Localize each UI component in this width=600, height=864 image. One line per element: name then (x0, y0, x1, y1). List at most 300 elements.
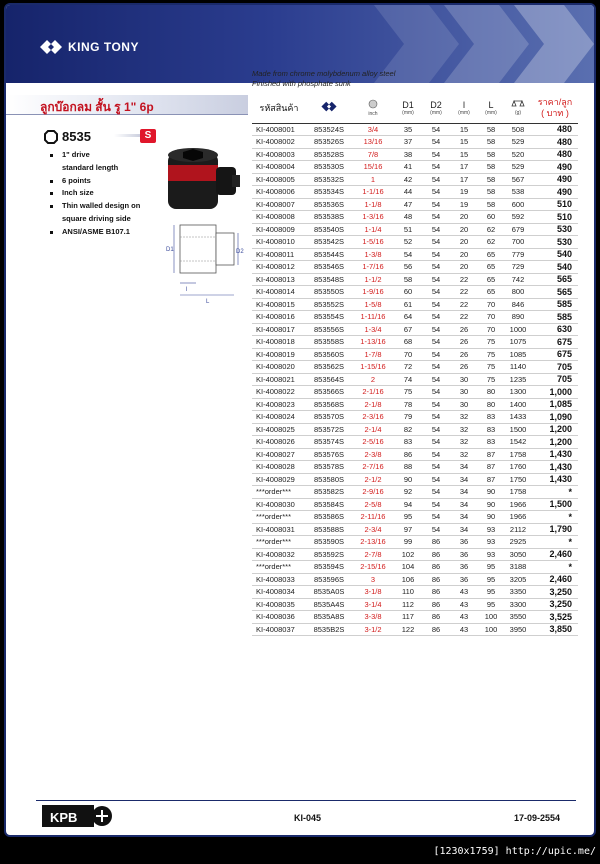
cell-inch: 1-15/16 (352, 361, 394, 374)
cell-inch: 1-11/16 (352, 311, 394, 324)
cell-part: 853570S (306, 411, 352, 424)
cell-weight: 538 (504, 186, 532, 199)
cell-code: KI-4008009 (252, 223, 306, 236)
cell-code: KI-4008016 (252, 311, 306, 324)
cell-l-small: 20 (450, 261, 478, 274)
cell-d2: 54 (422, 336, 450, 349)
cell-l-small: 36 (450, 573, 478, 586)
cell-l-small: 15 (450, 148, 478, 161)
cell-price: 490 (532, 186, 578, 199)
cell-inch: 3-3/8 (352, 611, 394, 624)
cell-weight: 1966 (504, 498, 532, 511)
cell-code: KI-4008004 (252, 161, 306, 174)
table-row (252, 598, 578, 611)
cell-part: 8535A4S (306, 598, 352, 611)
cell-weight: 1433 (504, 411, 532, 424)
cell-part: 853558S (306, 336, 352, 349)
cell-inch: 2-5/8 (352, 498, 394, 511)
table-row (252, 261, 578, 274)
feature-item: 1" drive (50, 149, 170, 162)
table-row (252, 573, 578, 586)
cell-part: 853540S (306, 223, 352, 236)
table-row (252, 611, 578, 624)
cell-weight: 567 (504, 173, 532, 186)
feature-item: 6 points (50, 175, 170, 188)
cell-d1: 88 (394, 461, 422, 474)
cell-inch: 2-7/8 (352, 548, 394, 561)
watermark-text: [1230x1759] http://upic.me/ (433, 846, 596, 857)
cell-price: 1,430 (532, 461, 578, 474)
col-header-l-small: l (mm) (450, 93, 478, 123)
cell-price: * (532, 536, 578, 549)
cell-l-small: 43 (450, 598, 478, 611)
cell-inch: 1-3/8 (352, 248, 394, 261)
cell-d2: 54 (422, 523, 450, 536)
cell-l: 90 (478, 498, 504, 511)
table-row (252, 148, 578, 161)
cell-price: 2,460 (532, 573, 578, 586)
feature-list (50, 149, 170, 239)
cell-d2: 54 (422, 436, 450, 449)
cell-l-small: 22 (450, 286, 478, 299)
cell-part: 8535A8S (306, 611, 352, 624)
cell-weight: 890 (504, 311, 532, 324)
cell-code: KI-4008030 (252, 498, 306, 511)
table-row (252, 586, 578, 599)
table-row (252, 323, 578, 336)
cell-d2: 54 (422, 498, 450, 511)
cell-d1: 94 (394, 498, 422, 511)
cell-d1: 82 (394, 423, 422, 436)
size-circle-icon (368, 99, 378, 109)
cell-l: 58 (478, 161, 504, 174)
cell-inch: 2-3/16 (352, 411, 394, 424)
table-row (252, 623, 578, 636)
cell-part: 853524S (306, 123, 352, 136)
cell-inch: 2-11/16 (352, 511, 394, 524)
cell-weight: 1300 (504, 386, 532, 399)
cell-price: 1,090 (532, 411, 578, 424)
cell-l-small: 17 (450, 161, 478, 174)
cell-part: 853574S (306, 436, 352, 449)
cell-price: 630 (532, 323, 578, 336)
cell-inch: 3-1/2 (352, 623, 394, 636)
cell-l-small: 22 (450, 311, 478, 324)
cell-l-small: 30 (450, 398, 478, 411)
cell-l: 58 (478, 173, 504, 186)
cell-part: 853594S (306, 561, 352, 574)
cell-price: 540 (532, 248, 578, 261)
model-divider (114, 134, 142, 137)
cell-l: 80 (478, 386, 504, 399)
cell-d2: 54 (422, 161, 450, 174)
cell-code: KI-4008032 (252, 548, 306, 561)
cell-part: 853582S (306, 486, 352, 499)
cell-l-small: 26 (450, 323, 478, 336)
cell-l: 65 (478, 286, 504, 299)
cell-d1: 83 (394, 436, 422, 449)
cell-code: ***order*** (252, 536, 306, 549)
table-row (252, 461, 578, 474)
cell-d1: 47 (394, 198, 422, 211)
cell-l-small: 20 (450, 223, 478, 236)
cell-d2: 54 (422, 311, 450, 324)
cell-price: 3,250 (532, 598, 578, 611)
cell-d1: 61 (394, 298, 422, 311)
cell-l: 65 (478, 261, 504, 274)
cell-price: 705 (532, 361, 578, 374)
cell-code: KI-4008022 (252, 386, 306, 399)
cell-code: KI-4008013 (252, 273, 306, 286)
cell-d2: 54 (422, 286, 450, 299)
table-row (252, 548, 578, 561)
cell-d1: 90 (394, 473, 422, 486)
cell-d1: 64 (394, 311, 422, 324)
table-row (252, 473, 578, 486)
cell-l-small: 43 (450, 623, 478, 636)
cell-code: KI-4008037 (252, 623, 306, 636)
cell-weight: 800 (504, 286, 532, 299)
cell-part: 853554S (306, 311, 352, 324)
cell-price: * (532, 561, 578, 574)
cell-l: 95 (478, 573, 504, 586)
cell-inch: 3-1/8 (352, 586, 394, 599)
cell-weight: 1966 (504, 511, 532, 524)
cell-price: 480 (532, 123, 578, 136)
table-row (252, 123, 578, 136)
cell-part: 853586S (306, 511, 352, 524)
cell-d1: 42 (394, 173, 422, 186)
cell-l: 62 (478, 223, 504, 236)
dimension-drawing (166, 217, 246, 309)
cell-l: 65 (478, 273, 504, 286)
cell-price: 3,850 (532, 623, 578, 636)
table-row (252, 436, 578, 449)
table-row (252, 198, 578, 211)
cell-inch: 1-9/16 (352, 286, 394, 299)
cell-price: 585 (532, 298, 578, 311)
cell-l-small: 20 (450, 211, 478, 224)
cell-l-small: 32 (450, 411, 478, 424)
cell-l: 95 (478, 598, 504, 611)
cell-l: 100 (478, 623, 504, 636)
cell-price: 1,500 (532, 498, 578, 511)
cell-l-small: 36 (450, 561, 478, 574)
cell-price: 480 (532, 136, 578, 149)
cell-code: KI-4008023 (252, 398, 306, 411)
cell-l-small: 30 (450, 386, 478, 399)
cell-code: ***order*** (252, 511, 306, 524)
cell-d2: 54 (422, 386, 450, 399)
cell-d2: 54 (422, 148, 450, 161)
table-row (252, 311, 578, 324)
cell-d1: 51 (394, 223, 422, 236)
cell-price: 585 (532, 311, 578, 324)
king-tony-logo-icon (40, 39, 62, 55)
cell-inch: 2-9/16 (352, 486, 394, 499)
cell-l: 83 (478, 411, 504, 424)
cell-d2: 54 (422, 473, 450, 486)
cell-l: 65 (478, 248, 504, 261)
cell-l: 75 (478, 336, 504, 349)
cell-code: KI-4008027 (252, 448, 306, 461)
cell-d1: 67 (394, 323, 422, 336)
cell-l-small: 36 (450, 536, 478, 549)
cell-d2: 54 (422, 373, 450, 386)
page-date: 17-09-2554 (514, 813, 561, 823)
cell-d1: 60 (394, 286, 422, 299)
cell-code: KI-4008007 (252, 198, 306, 211)
table-row (252, 348, 578, 361)
bullet-icon (50, 154, 53, 157)
table-row (252, 486, 578, 499)
cell-d2: 86 (422, 573, 450, 586)
cell-code: KI-4008019 (252, 348, 306, 361)
cell-price: 490 (532, 161, 578, 174)
cell-price: 565 (532, 273, 578, 286)
table-row (252, 361, 578, 374)
cell-price: 480 (532, 148, 578, 161)
cell-l: 93 (478, 536, 504, 549)
table-row (252, 223, 578, 236)
cell-code: KI-4008012 (252, 261, 306, 274)
cell-price: 2,460 (532, 548, 578, 561)
table-row (252, 448, 578, 461)
cell-l: 95 (478, 586, 504, 599)
feature-item: Inch size (50, 187, 170, 200)
cell-d2: 54 (422, 136, 450, 149)
table-row (252, 286, 578, 299)
cell-part: 853572S (306, 423, 352, 436)
small-l-label: l (186, 287, 188, 293)
cell-d1: 54 (394, 248, 422, 261)
cell-l-small: 19 (450, 186, 478, 199)
cell-l-small: 22 (450, 273, 478, 286)
cell-code: KI-4008002 (252, 136, 306, 149)
bullet-icon (50, 180, 53, 183)
cell-part: 853590S (306, 536, 352, 549)
cell-d1: 97 (394, 523, 422, 536)
cell-inch: 1-5/16 (352, 236, 394, 249)
cell-part: 8535A0S (306, 586, 352, 599)
cell-d1: 74 (394, 373, 422, 386)
cell-l: 75 (478, 361, 504, 374)
page-code: KI-045 (294, 813, 322, 823)
cell-l-small: 20 (450, 248, 478, 261)
cell-inch: 15/16 (352, 161, 394, 174)
cell-l-small: 34 (450, 486, 478, 499)
cell-d2: 54 (422, 348, 450, 361)
cell-code: KI-4008035 (252, 598, 306, 611)
cell-code: KI-4008005 (252, 173, 306, 186)
col-header-d2: D2 (mm) (422, 93, 450, 123)
col-header-price: ราคา/ลูก ( บาท ) (532, 93, 578, 123)
cell-l-small: 26 (450, 336, 478, 349)
table-row (252, 273, 578, 286)
cell-l: 70 (478, 323, 504, 336)
cell-weight: 1760 (504, 461, 532, 474)
cell-l: 70 (478, 298, 504, 311)
cell-part: 853536S (306, 198, 352, 211)
cell-weight: 1235 (504, 373, 532, 386)
cell-part: 853562S (306, 361, 352, 374)
cell-price: 1,000 (532, 386, 578, 399)
bullet-icon (50, 192, 53, 195)
cell-part: 853564S (306, 373, 352, 386)
cell-d2: 86 (422, 611, 450, 624)
cell-inch: 3/4 (352, 123, 394, 136)
cell-inch: 2-5/16 (352, 436, 394, 449)
cell-inch: 1-3/4 (352, 323, 394, 336)
cell-price: 3,525 (532, 611, 578, 624)
brand-logo (40, 39, 139, 55)
cell-weight: 3188 (504, 561, 532, 574)
cell-d2: 54 (422, 273, 450, 286)
material-note (252, 69, 395, 89)
cell-weight: 529 (504, 161, 532, 174)
footer-divider (36, 800, 576, 801)
cell-part: 853532S (306, 173, 352, 186)
cell-part: 8535B2S (306, 623, 352, 636)
cell-code: KI-4008024 (252, 411, 306, 424)
cell-d2: 54 (422, 398, 450, 411)
cell-weight: 2925 (504, 536, 532, 549)
cell-l: 93 (478, 548, 504, 561)
cell-code: KI-4008017 (252, 323, 306, 336)
cell-inch: 1-1/16 (352, 186, 394, 199)
cell-price: 1,200 (532, 436, 578, 449)
cell-code: KI-4008034 (252, 586, 306, 599)
material-note-line: Made from chrome molybdenum alloy steel (252, 69, 396, 78)
cell-d2: 86 (422, 623, 450, 636)
cell-part: 853596S (306, 573, 352, 586)
cell-l-small: 17 (450, 173, 478, 186)
cell-l-small: 20 (450, 236, 478, 249)
cell-price: 1,085 (532, 398, 578, 411)
cell-code: KI-4008021 (252, 373, 306, 386)
scale-icon (510, 99, 526, 108)
feature-item: square driving side (62, 213, 131, 223)
cell-part: 853546S (306, 261, 352, 274)
cell-d1: 68 (394, 336, 422, 349)
cell-inch: 1-3/16 (352, 211, 394, 224)
cell-l-small: 34 (450, 523, 478, 536)
cell-weight: 846 (504, 298, 532, 311)
cell-inch: 13/16 (352, 136, 394, 149)
cell-weight: 1075 (504, 336, 532, 349)
cell-l: 58 (478, 123, 504, 136)
cell-d2: 54 (422, 323, 450, 336)
cell-l-small: 22 (450, 298, 478, 311)
cell-weight: 679 (504, 223, 532, 236)
cell-l-small: 15 (450, 123, 478, 136)
cell-l: 83 (478, 423, 504, 436)
cell-price: 3,250 (532, 586, 578, 599)
cell-code: KI-4008018 (252, 336, 306, 349)
cell-part: 853588S (306, 523, 352, 536)
cell-d1: 35 (394, 123, 422, 136)
cell-inch: 2-3/4 (352, 523, 394, 536)
cell-weight: 529 (504, 136, 532, 149)
cell-part: 853584S (306, 498, 352, 511)
cell-d2: 54 (422, 211, 450, 224)
cell-part: 853534S (306, 186, 352, 199)
cell-code: KI-4008003 (252, 148, 306, 161)
cell-price: 565 (532, 286, 578, 299)
cell-d1: 37 (394, 136, 422, 149)
catalog-sheet (4, 3, 596, 837)
feature-item: standard length (62, 162, 119, 172)
cell-part: 853548S (306, 273, 352, 286)
feature-item: ANSI/ASME B107.1 (50, 226, 170, 239)
cell-d2: 54 (422, 411, 450, 424)
cell-l: 90 (478, 511, 504, 524)
cell-weight: 1140 (504, 361, 532, 374)
cell-d2: 54 (422, 236, 450, 249)
table-row (252, 561, 578, 574)
cell-price: 675 (532, 336, 578, 349)
cell-part: 853544S (306, 248, 352, 261)
material-note-line: Finished with phosphate sunk (252, 79, 351, 88)
cell-weight: 742 (504, 273, 532, 286)
cell-inch: 2-7/16 (352, 461, 394, 474)
cell-l-small: 34 (450, 461, 478, 474)
table-row (252, 536, 578, 549)
cell-code: KI-4008031 (252, 523, 306, 536)
cell-d1: 75 (394, 386, 422, 399)
cell-price: 510 (532, 198, 578, 211)
cell-part: 853592S (306, 548, 352, 561)
cell-d1: 70 (394, 348, 422, 361)
table-row (252, 298, 578, 311)
cell-part: 853560S (306, 348, 352, 361)
cell-d1: 41 (394, 161, 422, 174)
cell-l: 87 (478, 461, 504, 474)
cell-inch: 2-1/2 (352, 473, 394, 486)
cell-l: 83 (478, 436, 504, 449)
l-label: L (206, 299, 210, 305)
cell-weight: 779 (504, 248, 532, 261)
brand-name: KING TONY (68, 40, 139, 54)
cell-d2: 86 (422, 586, 450, 599)
cell-part: 853556S (306, 323, 352, 336)
cell-d2: 54 (422, 123, 450, 136)
cell-l-small: 30 (450, 373, 478, 386)
cell-code: KI-4008001 (252, 123, 306, 136)
cell-part: 853566S (306, 386, 352, 399)
cell-price: 1,430 (532, 448, 578, 461)
cell-weight: 3205 (504, 573, 532, 586)
cell-inch: 1-7/8 (352, 348, 394, 361)
cell-d1: 106 (394, 573, 422, 586)
cell-price: 1,790 (532, 523, 578, 536)
cell-d2: 54 (422, 511, 450, 524)
model-code: 8535 (62, 129, 91, 144)
cell-d2: 54 (422, 486, 450, 499)
col-header-code: รหัสสินค้า (252, 93, 306, 123)
cell-d1: 95 (394, 511, 422, 524)
cell-weight: 1758 (504, 448, 532, 461)
cell-inch: 2-15/16 (352, 561, 394, 574)
table-row (252, 186, 578, 199)
table-row (252, 411, 578, 424)
cell-l: 75 (478, 348, 504, 361)
cell-part: 853528S (306, 148, 352, 161)
cell-inch: 1-1/2 (352, 273, 394, 286)
cell-code: KI-4008020 (252, 361, 306, 374)
cell-inch: 2-1/4 (352, 423, 394, 436)
cell-part: 853550S (306, 286, 352, 299)
